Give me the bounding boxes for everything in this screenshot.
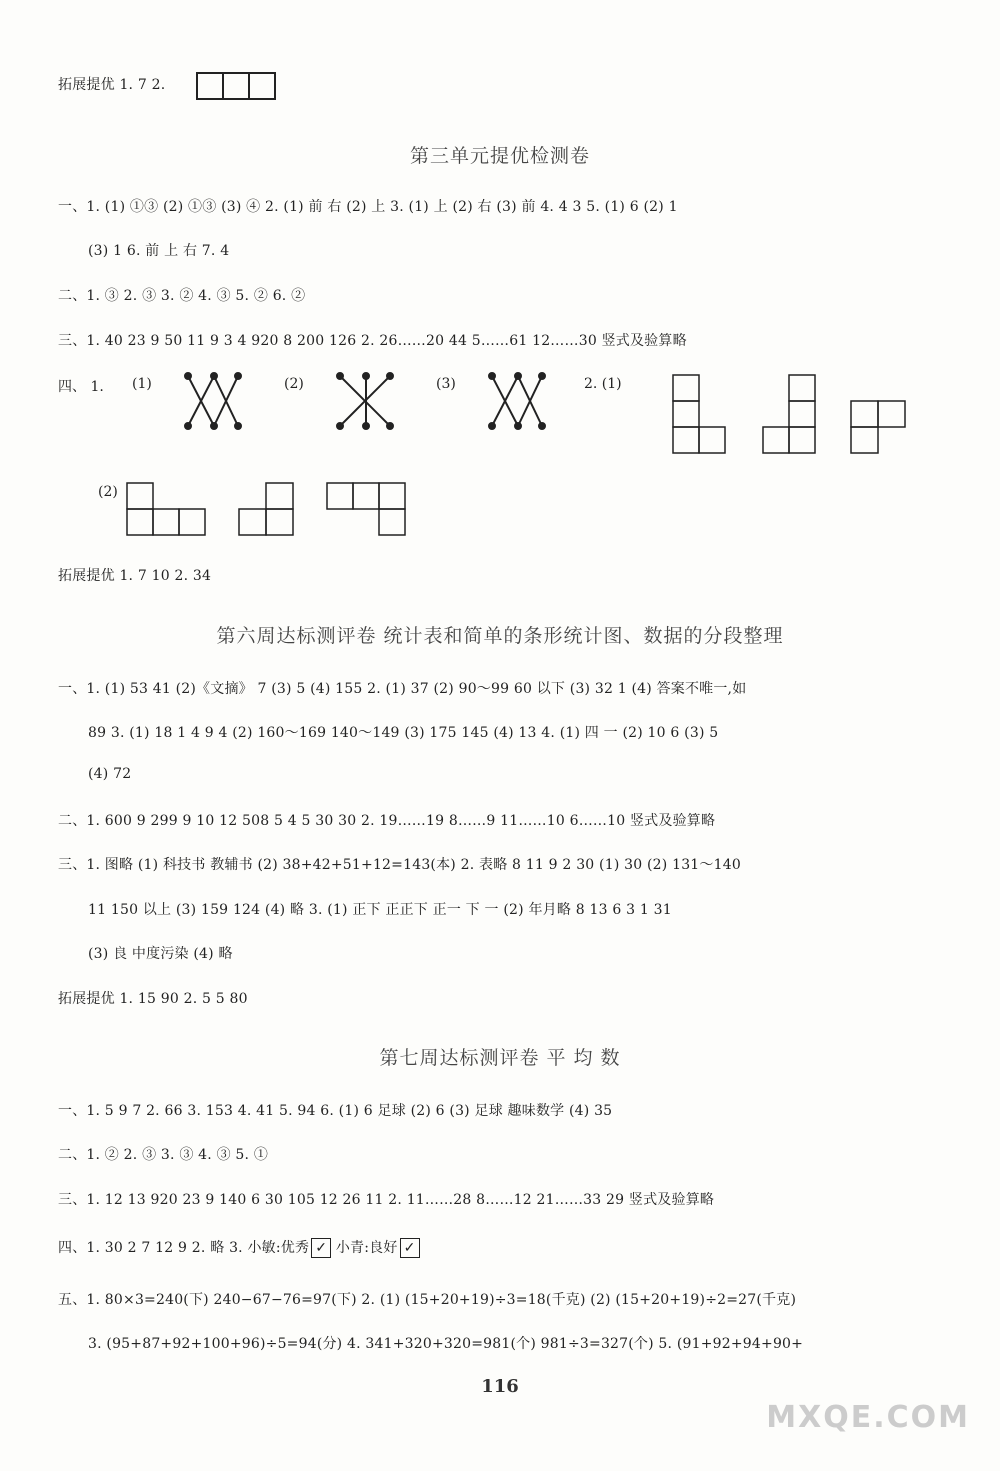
week7-line-6: 3. (95+87+92+100+96)÷5=94(分) 4. 341+320+320=981(个) 981÷3=327(个) 5. (91+92+94+90+ [88, 1336, 804, 1352]
unit3-line-1: 一、1. (1) ①③ (2) ①③ (3) ④ 2. (1) 前 右 (2) 上 3. (1) 上 (2) 右 (3) 前 4. 4 3 5. (1) 6 (2) 1 [58, 199, 678, 215]
week6-line-4: 二、1. 600 9 299 9 10 12 508 5 4 5 30 30 2. 19……19 8……9 11……10 6……10 竖式及验算略 [58, 813, 716, 829]
section-title-week6: 第六周达标测评卷 统计表和简单的条形统计图、数据的分段整理 [216, 625, 784, 647]
watermark: MXQE.COM [766, 1400, 970, 1435]
week7-line-4 [58, 1237, 420, 1258]
block-figure-2 [762, 374, 818, 456]
block-figure-3 [850, 400, 908, 456]
unit3-line-2: (3) 1 6. 前 上 右 7. 4 [88, 243, 230, 259]
section-title-unit3: 第三单元提优检测卷 [409, 145, 590, 167]
q4-part1-label: (1) [132, 376, 152, 392]
check-box-icon: ✓ [311, 1238, 331, 1258]
unit3-line-4: 三、1. 40 23 9 50 11 9 3 4 920 8 200 126 2. 26……20 44 5……61 12……30 竖式及验算略 [58, 333, 687, 349]
q4-part2-label: (2) [284, 376, 304, 392]
unit3-ext-line: 拓展提优 1. 7 10 2. 34 [58, 568, 212, 584]
week6-line-1: 一、1. (1) 53 41 (2)《文摘》 7 (3) 5 (4) 155 2. (1) 37 (2) 90～99 60 以下 (3) 32 1 (4) 答案不唯一,如 [58, 681, 747, 697]
week6-line-6: 11 150 以上 (3) 159 124 (4) 略 3. (1) 正下 正正下 正一 下 一 (2) 年月略 8 13 6 3 1 31 [88, 902, 672, 918]
unit3-q4-label: 四、 1. [58, 379, 104, 395]
page-number: 116 [481, 1376, 519, 1397]
section-title-week7: 第七周达标测评卷 平 均 数 [379, 1047, 621, 1069]
week6-ext-line: 拓展提优 1. 15 90 2. 5 5 80 [58, 991, 248, 1007]
q4-2-part2-label: (2) [98, 484, 118, 500]
week7-line-5: 五、1. 80×3=240(下) 240−67−76=97(下) 2. (1) (15+20+19)÷3=18(千克) (2) (15+20+19)÷2=27(千克) [58, 1292, 797, 1308]
week6-line-3: (4) 72 [88, 766, 132, 782]
week7-line-2: 二、1. ② 2. ③ 3. ③ 4. ③ 5. ① [58, 1147, 269, 1163]
week7-line-4-part-a: 四、1. 30 2 7 12 9 2. 略 3. 小敏:优秀 [58, 1240, 310, 1256]
week7-line-1: 一、1. 5 9 7 2. 66 3. 153 4. 41 5. 94 6. (1) 6 足球 (2) 6 (3) 足球 趣味数学 (4) 35 [58, 1103, 613, 1119]
block-figure-1 [672, 374, 728, 456]
block-figure-4 [126, 482, 210, 538]
cross-lines-figure-2 [332, 370, 402, 432]
check-box-icon: ✓ [400, 1238, 420, 1258]
unit3-line-3: 二、1. ③ 2. ③ 3. ② 4. ③ 5. ② 6. ② [58, 288, 306, 304]
week6-line-7: (3) 良 中度污染 (4) 略 [88, 946, 233, 962]
week6-line-2: 89 3. (1) 18 1 4 9 4 (2) 160～169 140～149 (3) 175 145 (4) 13 4. (1) 四 一 (2) 10 6 (3) 5 [88, 725, 719, 741]
answer-boxes [198, 72, 276, 100]
week7-line-3: 三、1. 12 13 920 23 9 140 6 30 105 12 26 11 2. 11……28 8……12 21……33 29 竖式及验算略 [58, 1192, 715, 1208]
q4-part3-label: (3) [436, 376, 456, 392]
block-figure-6 [326, 482, 410, 538]
block-figure-5 [238, 482, 296, 538]
ext-line-top: 拓展提优 1. 7 2. [58, 77, 166, 93]
week6-line-5: 三、1. 图略 (1) 科技书 教辅书 (2) 38+42+51+12=143(本) 2. 表略 8 11 9 2 30 (1) 30 (2) 131～140 [58, 857, 741, 873]
q4-2-label: 2. (1) [584, 376, 622, 392]
week7-line-4-part-b: 小青:良好 [331, 1240, 398, 1256]
cross-lines-figure-3 [484, 370, 554, 432]
cross-lines-figure-1 [180, 370, 250, 432]
